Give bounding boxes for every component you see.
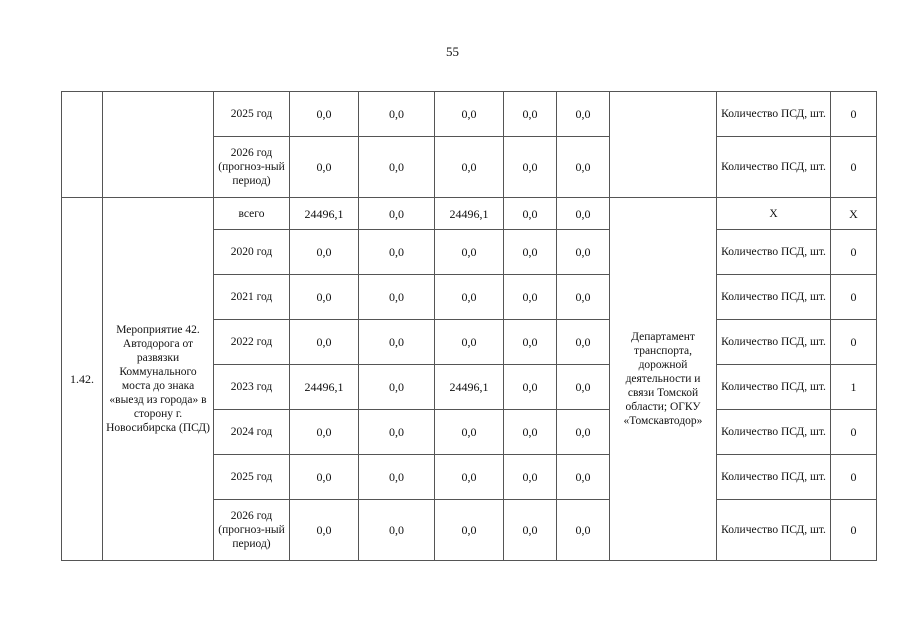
value-cell: 0,0 bbox=[359, 198, 435, 230]
indicator-cell: Количество ПСД, шт. bbox=[717, 320, 831, 365]
year-cell: 2026 год (прогноз-ный период) bbox=[214, 137, 290, 198]
value-cell: 0,0 bbox=[290, 410, 359, 455]
value-cell: 0,0 bbox=[557, 92, 610, 137]
target-cell: 0 bbox=[831, 455, 877, 500]
value-cell: 0,0 bbox=[557, 455, 610, 500]
value-cell: 0,0 bbox=[290, 320, 359, 365]
page-number: 55 bbox=[446, 44, 459, 59]
value-cell: 0,0 bbox=[290, 275, 359, 320]
value-cell: 0,0 bbox=[504, 137, 557, 198]
value-cell: 0,0 bbox=[504, 198, 557, 230]
indicator-cell: Количество ПСД, шт. bbox=[717, 500, 831, 561]
value-cell: 0,0 bbox=[557, 320, 610, 365]
value-cell: 0,0 bbox=[359, 275, 435, 320]
indicator-cell: Количество ПСД, шт. bbox=[717, 230, 831, 275]
empty-cell-name bbox=[103, 92, 214, 198]
value-cell: 0,0 bbox=[359, 500, 435, 561]
budget-table bbox=[61, 91, 877, 561]
item-name: Мероприятие 42. Автодорога от развязки Коммунального моста до знака «выезд из города» в сторону г. Новосибирска (ПСД) bbox=[103, 198, 214, 561]
item-number: 1.42. bbox=[62, 198, 103, 561]
value-cell: 0,0 bbox=[557, 365, 610, 410]
target-cell: 0 bbox=[831, 230, 877, 275]
value-cell: 0,0 bbox=[435, 275, 504, 320]
value-cell: 0,0 bbox=[504, 500, 557, 561]
value-cell: 0,0 bbox=[557, 410, 610, 455]
value-cell: 0,0 bbox=[557, 137, 610, 198]
indicator-cell: Количество ПСД, шт. bbox=[717, 365, 831, 410]
year-cell: 2022 год bbox=[214, 320, 290, 365]
value-cell: 0,0 bbox=[557, 500, 610, 561]
target-cell: 0 bbox=[831, 275, 877, 320]
value-cell: 0,0 bbox=[359, 365, 435, 410]
value-cell: 0,0 bbox=[359, 230, 435, 275]
value-cell: 0,0 bbox=[435, 92, 504, 137]
year-cell: 2021 год bbox=[214, 275, 290, 320]
value-cell: 0,0 bbox=[290, 500, 359, 561]
indicator-cell: Количество ПСД, шт. bbox=[717, 137, 831, 198]
year-cell: 2025 год bbox=[214, 92, 290, 137]
value-cell: 24496,1 bbox=[435, 198, 504, 230]
year-cell: всего bbox=[214, 198, 290, 230]
value-cell: 0,0 bbox=[504, 92, 557, 137]
value-cell: 0,0 bbox=[504, 410, 557, 455]
indicator-cell: Количество ПСД, шт. bbox=[717, 92, 831, 137]
target-cell: Х bbox=[831, 198, 877, 230]
value-cell: 0,0 bbox=[504, 275, 557, 320]
value-cell: 0,0 bbox=[504, 455, 557, 500]
table-row bbox=[62, 92, 877, 137]
value-cell: 0,0 bbox=[359, 455, 435, 500]
indicator-cell: Х bbox=[717, 198, 831, 230]
value-cell: 0,0 bbox=[557, 230, 610, 275]
item-executor: Департамент транспорта, дорожной деятельности и связи Томской области; ОГКУ «Томскавтодор» bbox=[610, 198, 717, 561]
value-cell: 0,0 bbox=[557, 198, 610, 230]
indicator-cell: Количество ПСД, шт. bbox=[717, 455, 831, 500]
year-cell: 2025 год bbox=[214, 455, 290, 500]
value-cell: 0,0 bbox=[290, 455, 359, 500]
target-cell: 1 bbox=[831, 365, 877, 410]
value-cell: 0,0 bbox=[435, 137, 504, 198]
indicator-cell: Количество ПСД, шт. bbox=[717, 410, 831, 455]
value-cell: 0,0 bbox=[504, 320, 557, 365]
value-cell: 0,0 bbox=[290, 230, 359, 275]
value-cell: 0,0 bbox=[435, 230, 504, 275]
target-cell: 0 bbox=[831, 137, 877, 198]
target-cell: 0 bbox=[831, 320, 877, 365]
value-cell: 0,0 bbox=[359, 137, 435, 198]
table-row bbox=[62, 198, 877, 230]
year-cell: 2024 год bbox=[214, 410, 290, 455]
value-cell: 0,0 bbox=[290, 92, 359, 137]
empty-cell-number bbox=[62, 92, 103, 198]
value-cell: 0,0 bbox=[359, 92, 435, 137]
indicator-cell: Количество ПСД, шт. bbox=[717, 275, 831, 320]
value-cell: 0,0 bbox=[290, 137, 359, 198]
value-cell: 0,0 bbox=[359, 320, 435, 365]
value-cell: 0,0 bbox=[359, 410, 435, 455]
value-cell: 24496,1 bbox=[290, 198, 359, 230]
target-cell: 0 bbox=[831, 410, 877, 455]
value-cell: 0,0 bbox=[435, 320, 504, 365]
empty-cell-executor bbox=[610, 92, 717, 198]
value-cell: 0,0 bbox=[435, 410, 504, 455]
target-cell: 0 bbox=[831, 92, 877, 137]
value-cell: 0,0 bbox=[504, 230, 557, 275]
value-cell: 0,0 bbox=[557, 275, 610, 320]
year-cell: 2020 год bbox=[214, 230, 290, 275]
value-cell: 0,0 bbox=[435, 500, 504, 561]
target-cell: 0 bbox=[831, 500, 877, 561]
year-cell: 2023 год bbox=[214, 365, 290, 410]
year-cell: 2026 год (прогноз-ный период) bbox=[214, 500, 290, 561]
value-cell: 0,0 bbox=[435, 455, 504, 500]
value-cell: 24496,1 bbox=[435, 365, 504, 410]
value-cell: 24496,1 bbox=[290, 365, 359, 410]
value-cell: 0,0 bbox=[504, 365, 557, 410]
